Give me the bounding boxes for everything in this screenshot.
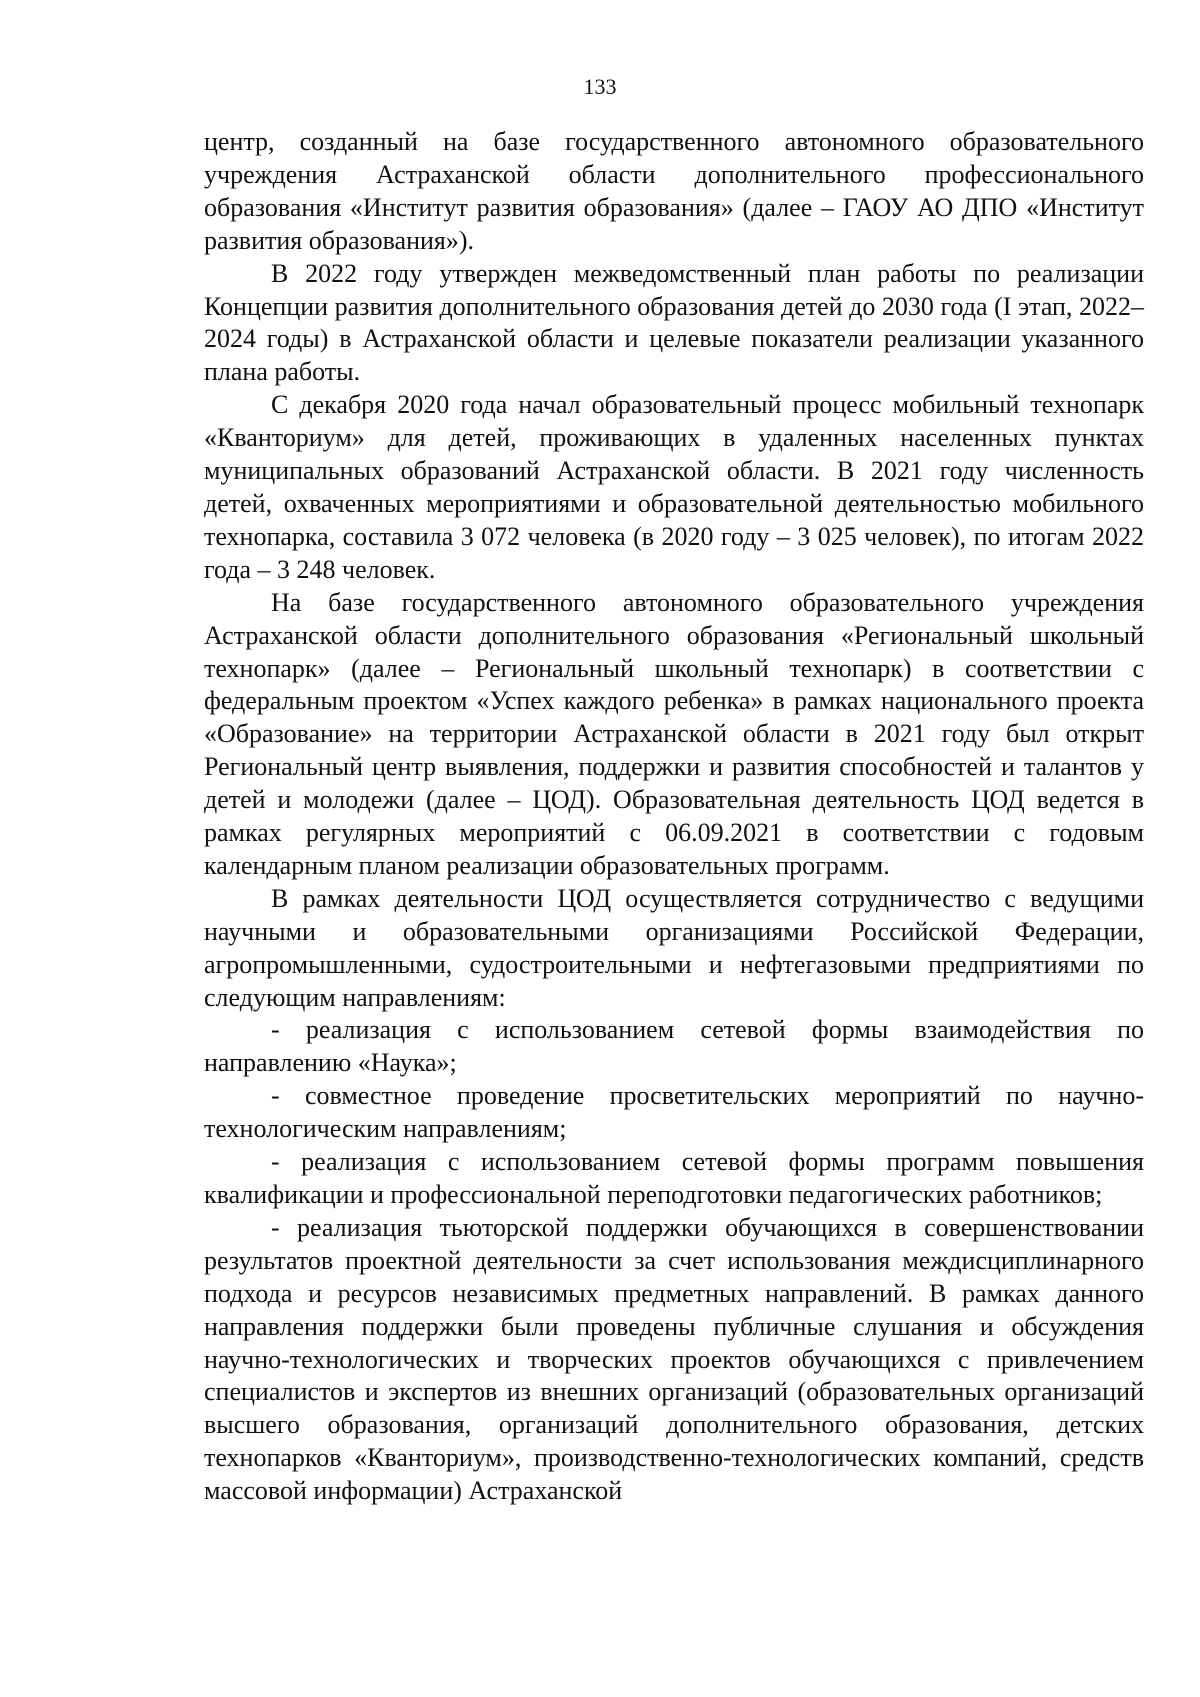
paragraph: В 2022 году утвержден межведомственный план работы по реализации Концепции развития дополнительного образования детей до 2030 года (I этап, 2022–2024 годы) в Астраханской области и целевые показатели реализации указанного плана работы. — [204, 258, 1144, 387]
paragraph-continuation: центр, созданный на базе государственного автономного образовательного учреждения Астраханской области дополнительного профессионального образования «Институт развития образования» (далее – ГАОУ АО ДПО «Институт развития образования»). — [204, 127, 1144, 255]
list-item: - совместное проведение просветительских мероприятий по научно-технологическим направлениям; — [204, 1081, 1144, 1144]
document-body — [204, 126, 1144, 1508]
paragraph: С декабря 2020 года начал образовательный процесс мобильный технопарк «Кванториум» для детей, проживающих в удаленных населенных пунктах муниципальных образований Астраханской области. В 2021 году численность детей, охваченных мероприятиями и образовательной деятельностью мобильного технопарка, составила 3 072 человека (в 2020 году – 3 025 человек), по итогам 2022 года – 3 248 человек. — [204, 390, 1144, 584]
list-item: - реализация с использованием сетевой формы взаимодействия по направлению «Наука»; — [204, 1015, 1144, 1078]
list-item: - реализация с использованием сетевой формы программ повышения квалификации и профессиональной переподготовки педагогических работников; — [204, 1147, 1144, 1209]
paragraph: На базе государственного автономного образовательного учреждения Астраханской области дополнительного образования «Региональный школьный технопарк» (далее – Региональный школьный технопарк) в соответствии с федеральным проектом «Успех каждого ребенка» в рамках национального проекта «Образование» на территории Астраханской области в 2021 году был открыт Региональный центр выявления, поддержки и развития способностей и талантов у детей и молодежи (далее – ЦОД). Образовательная деятельность ЦОД ведется в рамках регулярных мероприятий с 06.09.2021 в соответствии с годовым календарным планом реализации образовательных программ. — [204, 587, 1144, 880]
list-item: - реализация тьюторской поддержки обучающихся в совершенствовании результатов проектной деятельности за счет использования междисциплинарного подхода и ресурсов независимых предметных направлений. В рамках данного направления поддержки были проведены публичные слушания и обсуждения научно-технологических и творческих проектов обучающихся с привлечением специалистов и экспертов из внешних организаций (образовательных организаций высшего образования, организаций дополнительного образования, детских технопарков «Кванториум», производственно-технологических компаний, средств массовой информации) Астраханской — [204, 1212, 1144, 1506]
page-number: 133 — [583, 74, 617, 99]
paragraph: В рамках деятельности ЦОД осуществляется сотрудничество с ведущими научными и образовательными организациями Российской Федерации, агропромышленными, судостроительными и нефтегазовыми предприятиями по следующим направлениям: — [204, 883, 1144, 1012]
